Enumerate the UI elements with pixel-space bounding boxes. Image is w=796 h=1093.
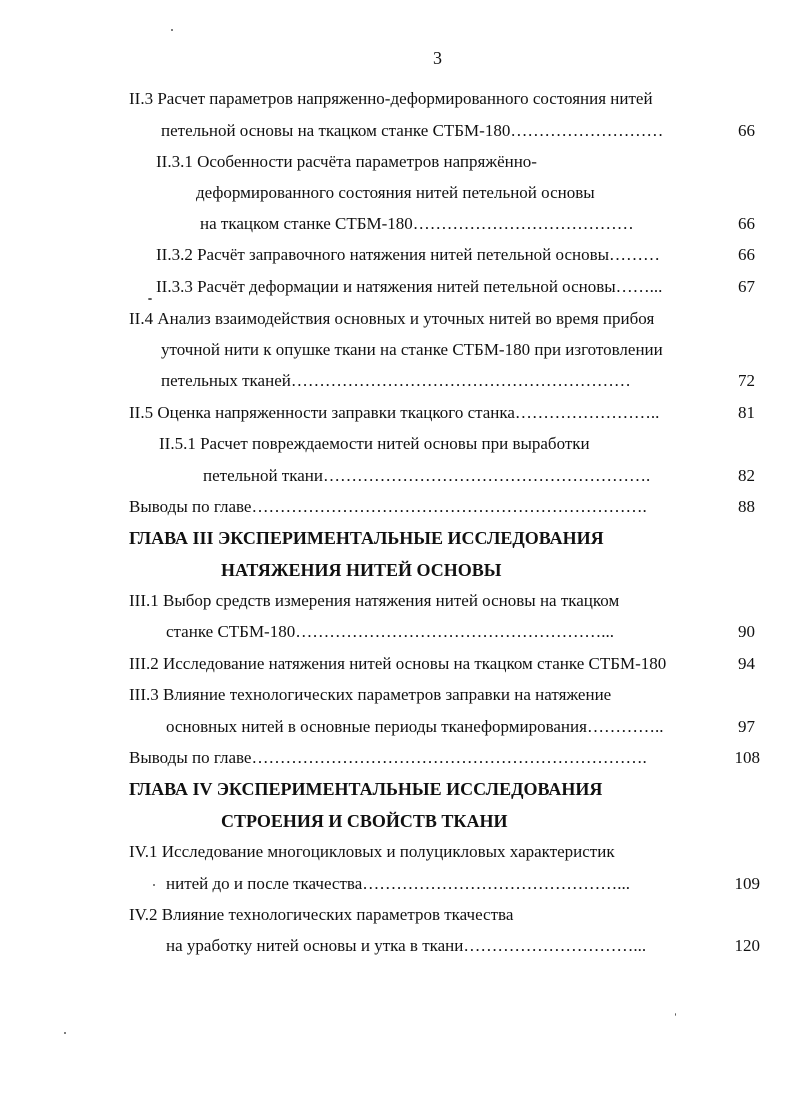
toc-entry-text: II.3 Расчет параметров напряженно-деформированного состояния нитей — [129, 89, 653, 108]
toc-entry-text: Выводы по главе……………………………………………………………. — [129, 748, 647, 767]
toc-page-number: 66 — [738, 245, 755, 264]
toc-entry-text: петельных тканей…………………………………………………… — [161, 371, 631, 390]
toc-entry-text: II.4 Анализ взаимодействия основных и уточных нитей во время прибоя — [129, 309, 655, 328]
toc-entry-text: III.3 Влияние технологических параметров заправки на натяжение — [129, 685, 612, 704]
toc-page-number: 109 — [734, 874, 760, 893]
page-number: 3 — [433, 48, 442, 68]
toc-page-number: 67 — [738, 277, 755, 296]
toc-page-number: 66 — [738, 121, 755, 140]
toc-entry-text: III.1 Выбор средств измерения натяжения нитей основы на ткацком — [129, 591, 620, 610]
toc-page-number: 90 — [738, 622, 755, 641]
toc-entry-text: петельной ткани…………………………………………………. — [203, 466, 651, 485]
toc-page-number: 97 — [738, 717, 755, 736]
chapter-heading: ГЛАВА IV ЭКСПЕРИМЕНТАЛЬНЫЕ ИССЛЕДОВАНИЯ — [129, 779, 603, 799]
toc-entry-text: основных нитей в основные периоды тканеформирования………….. — [166, 717, 664, 736]
toc-page-number: 94 — [738, 654, 755, 673]
scan-speck — [153, 884, 155, 886]
toc-entry-text: уточной нити к опушке ткани на станке СТБМ-180 при изготовлении — [161, 340, 663, 359]
toc-page-number: 88 — [738, 497, 755, 516]
scan-speck — [148, 298, 152, 300]
toc-entry-text: деформированного состояния нитей петельной основы — [196, 183, 595, 202]
toc-entry-text: нитей до и после ткачества………………………………………... — [166, 874, 630, 893]
toc-page-number: 82 — [738, 466, 755, 485]
toc-entry-text: II.5.1 Расчет повреждаемости нитей основы при выработки — [159, 434, 590, 453]
toc-entry-text: IV.2 Влияние технологических параметров ткачества — [129, 905, 514, 924]
chapter-heading: СТРОЕНИЯ И СВОЙСТВ ТКАНИ — [221, 811, 508, 831]
scan-speck — [64, 1032, 66, 1034]
toc-entry-text: петельной основы на ткацком станке СТБМ-180……………………… — [161, 121, 664, 140]
toc-page-number: 120 — [734, 936, 760, 955]
toc-entry-text: III.2 Исследование натяжения нитей основы на ткацком станке СТБМ-180 — [129, 654, 667, 673]
toc-entry-text: IV.1 Исследование многоцикловых и полуцикловых характеристик — [129, 842, 615, 861]
toc-page-number: 66 — [738, 214, 755, 233]
toc-entry-text: станке СТБМ-180………………………………………………... — [166, 622, 614, 641]
toc-entry-text: II.3.3 Расчёт деформации и натяжения нитей петельной основы……... — [156, 277, 663, 296]
scan-speck — [675, 1013, 676, 1016]
toc-entry-text: II.3.1 Особенности расчёта параметров напряжённо- — [156, 152, 537, 171]
toc-entry-text: на уработку нитей основы и утка в ткани…………………………... — [166, 936, 647, 955]
scan-speck — [171, 29, 173, 31]
toc-entry-text: на ткацком станке СТБМ-180………………………………… — [200, 214, 634, 233]
chapter-heading: НАТЯЖЕНИЯ НИТЕЙ ОСНОВЫ — [221, 560, 502, 580]
toc-page-number: 81 — [738, 403, 755, 422]
toc-page-number: 108 — [734, 748, 760, 767]
toc-entry-text: II.5 Оценка напряженности заправки ткацкого станка…………………….. — [129, 403, 660, 422]
chapter-heading: ГЛАВА III ЭКСПЕРИМЕНТАЛЬНЫЕ ИССЛЕДОВАНИЯ — [129, 528, 604, 548]
toc-entry-text: II.3.2 Расчёт заправочного натяжения нитей петельной основы……… — [156, 245, 661, 264]
toc-page-number: 72 — [738, 371, 755, 390]
toc-entry-text: Выводы по главе……………………………………………………………. — [129, 497, 647, 516]
